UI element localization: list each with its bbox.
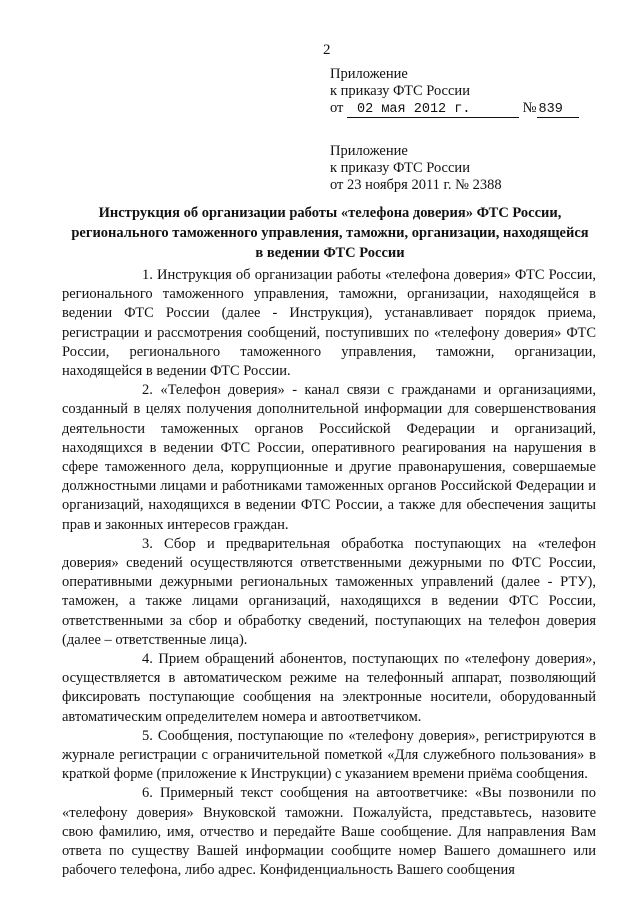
document-body: [62, 266, 596, 881]
approval-stamp-current-order: [330, 66, 579, 118]
paragraph-number: 3.: [142, 535, 153, 552]
approval-line-order: к приказу ФТС России: [330, 160, 470, 176]
paragraph-number: 4.: [142, 651, 153, 668]
approval-line-date-number: [330, 100, 579, 118]
paragraph-text: «Телефон доверия» - канал связи с гражданами и организациями, созданный в целях получения дополнительной информации для совершенствования деятельности таможенных органов Российской Федерации и организаций, находящихся в ведении ФТС России, оперативного реагирования на нарушения в сфере таможенного дела, коррупционные и другие правонарушения, совершаемые должностными лицами и работниками таможенных органов Российской Федерации и организаций, находящихся в ведении ФТС России, а также для обеспечения защиты прав и законных интересов граждан.: [62, 382, 596, 533]
paragraph-1: [62, 266, 596, 381]
paragraph-number: 6.: [142, 785, 153, 802]
paragraph-text: Прием обращений абонентов, поступающих по «телефону доверия», осуществляется в автоматическом режиме на телефонный аппарат, позволяющий фиксировать поступающие сообщения на электронные носители, оборудованный автоматическим определителем номера и автоответчиком.: [62, 651, 597, 725]
paragraph-number: 5.: [142, 727, 153, 744]
paragraph-text: Инструкция об организации работы «телефона доверия» ФТС России, регионального таможенного управления, таможни, организации, находящейся в ведении ФТС России (далее - Инструкция), устанавливает порядок приема, регистрации и рассмотрения сообщений, поступивших по «телефону доверия» ФТС России, регионального таможенного управления, таможни, организации, находящейся в ведении ФТС России.: [62, 267, 596, 380]
paragraph-3: [62, 535, 596, 650]
paragraph-5: [62, 727, 596, 785]
page-number: 2: [323, 42, 331, 58]
paragraph-number: 2.: [142, 382, 153, 399]
approval-line-order: к приказу ФТС России: [330, 83, 470, 99]
paragraph-number: 1.: [142, 267, 153, 283]
document-title: Инструкция об организации работы «телефона доверия» ФТС России, регионального таможенного управления, таможни, организации, находящейся в ведении ФТС России: [71, 205, 589, 261]
paragraph-2: [62, 381, 596, 535]
date-prefix: от: [330, 100, 344, 116]
paragraph-6: [62, 784, 596, 880]
paragraph-text: Примерный текст сообщения на автоответчике: «Вы позвонили по «телефону доверия» Внуковской таможни. Пожалуйста, представьтесь, назовите свою фамилию, имя, отчество и передайте Ваше сообщение. Для направления Вам ответа по существу Вашей информации сообщите номер Вашего домашнего или рабочего телефона, либо адрес. Конфиденциальность Вашего сообщения: [62, 785, 596, 879]
approval-line-appendix: Приложение: [330, 143, 408, 159]
paragraph-text: Сбор и предварительная обработка поступающих на «телефон доверия» сведений осуществляются ответственными дежурными по ФТС России, оперативными дежурными региональных таможенных управлений (далее - РТУ), таможен, а также лицами организаций, находящихся в ведении ФТС России, ответственными за сбор и обработку сведений, поступающих на телефон доверия (далее – ответственные лица).: [62, 535, 596, 648]
order-date-field: 02 мая 2012 г.: [347, 103, 519, 118]
approval-stamp-original-order: [330, 143, 502, 194]
paragraph-4: [62, 650, 596, 727]
approval-line-date-number: от 23 ноября 2011 г. № 2388: [330, 177, 502, 193]
number-sign: №: [522, 100, 537, 116]
paragraph-text: Сообщения, поступающие по «телефону доверия», регистрируются в журнале регистрации с ограничительной пометкой «Для служебного пользования» в краткой форме (приложение к Инструкции) с указанием времени приёма сообщения.: [62, 727, 596, 783]
approval-line-appendix: Приложение: [330, 66, 408, 82]
order-number-field: 839: [537, 103, 579, 118]
